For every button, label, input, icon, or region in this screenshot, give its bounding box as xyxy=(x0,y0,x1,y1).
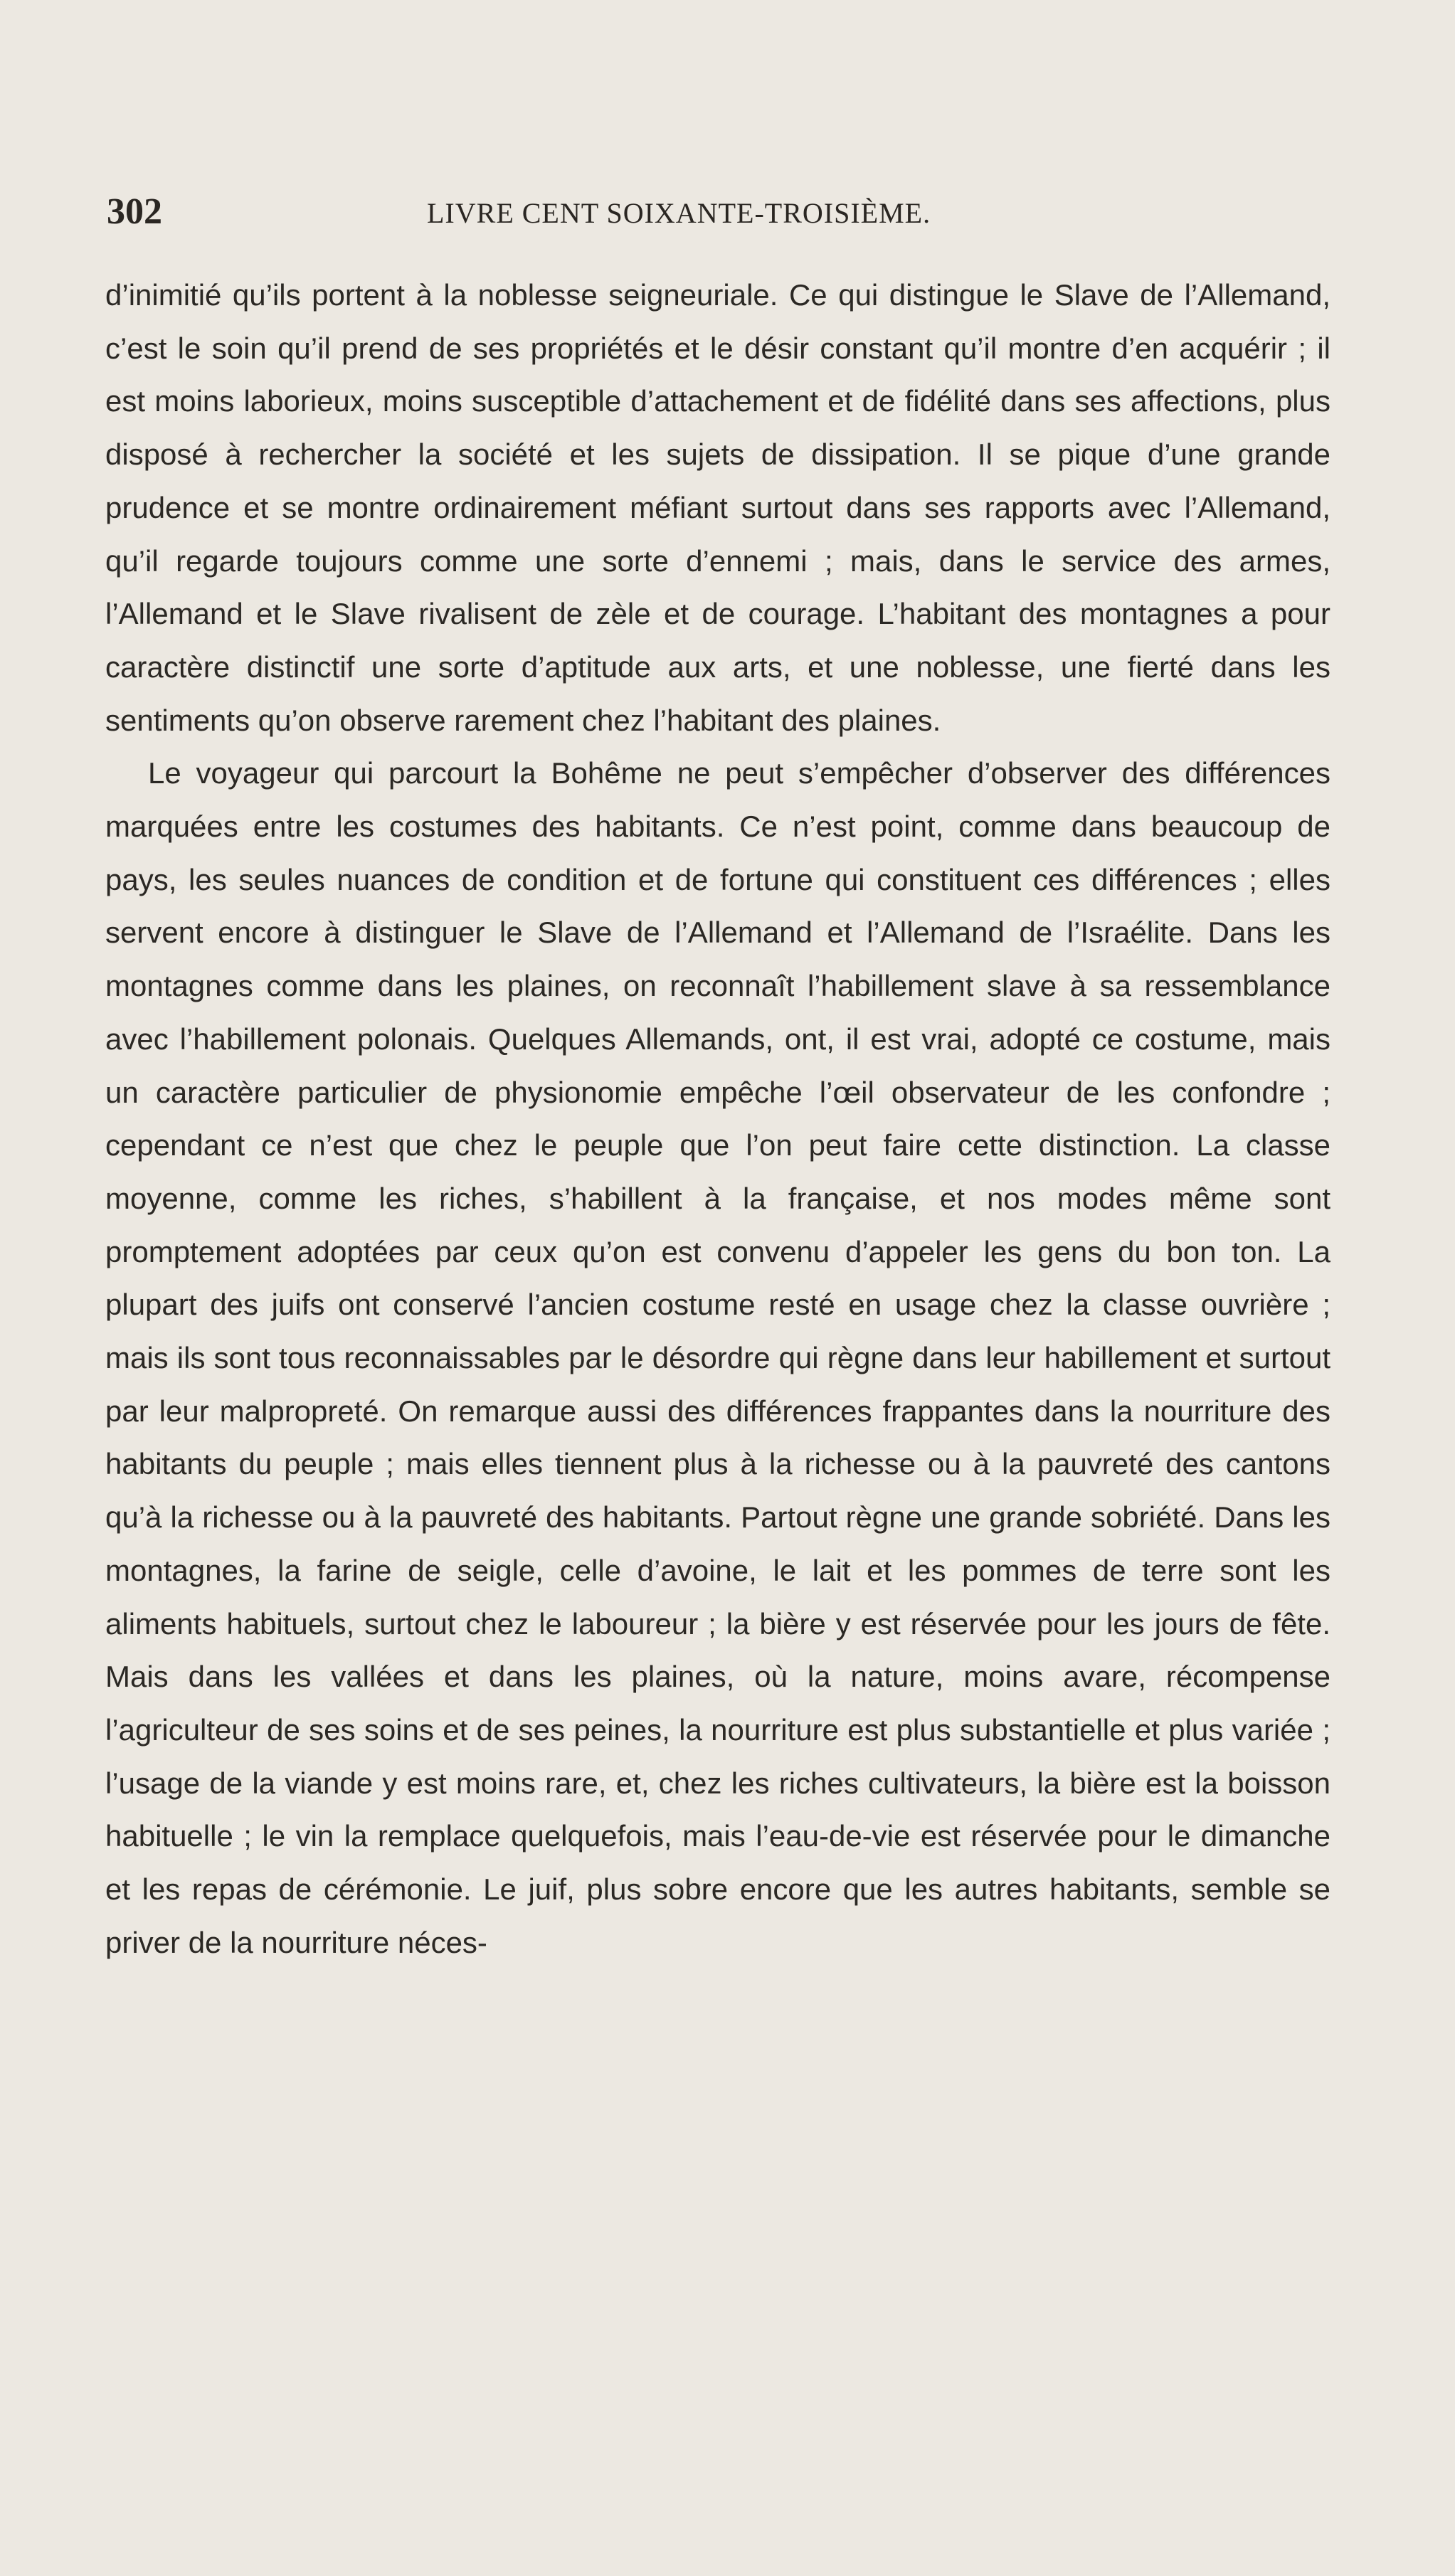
paragraph: Le voyageur qui parcourt la Bohême ne peut s’empêcher d’observer des différences marquées entre les costumes des habitants. Ce n’est point, comme dans beaucoup de pays, les seules nuances de condition et de fortune qui constituent ces différences ; elles servent encore à distinguer le Slave de l’Allemand et l’Allemand de l’Israélite. Dans les montagnes comme dans les plaines, on reconnaît l’habillement slave à sa ressemblance avec l’habillement polonais. Quelques Allemands, ont, il est vrai, adopté ce costume, mais un caractère particulier de physionomie empêche l’œil observateur de les confondre ; cependant ce n’est que chez le peuple que l’on peut faire cette distinction. La classe moyenne, comme les riches, s’habillent à la française, et nos modes même sont promptement adoptées par ceux qu’on est convenu d’appeler les gens du bon ton. La plupart des juifs ont conservé l’ancien costume resté en usage chez la classe ouvrière ; mais ils sont tous reconnaissables par le désordre qui règne dans leur habillement et surtout par leur malpropreté. On remarque aussi des différences frappantes dans la nourriture des habitants du peuple ; mais elles tiennent plus à la richesse ou à la pauvreté des cantons qu’à la richesse ou à la pauvreté des habitants. Partout règne une grande sobriété. Dans les montagnes, la farine de seigle, celle d’avoine, le lait et les pommes de terre sont les aliments habituels, surtout chez le laboureur ; la bière y est réservée pour les jours de fête. Mais dans les vallées et dans les plaines, où la nature, moins avare, récompense l’agriculteur de ses soins et de ses peines, la nourriture est plus substantielle et plus variée ; l’usage de la viande y est moins rare, et, chez les riches cultivateurs, la bière est la boisson habituelle ; le vin la remplace quelquefois, mais l’eau-de-vie est réservée pour le dimanche et les repas de cérémonie. Le juif, plus sobre encore que les autres habitants, semble se priver de la nourriture néces- xyxy=(105,756,1330,1959)
running-head: LIVRE CENT SOIXANTE-TROISIÈME. xyxy=(427,197,931,229)
page-number: 302 xyxy=(107,191,162,232)
body-text xyxy=(105,269,1330,1970)
paragraph: d’inimitié qu’ils portent à la noblesse seigneuriale. Ce qui distingue le Slave de l’Allemand, c’est le soin qu’il prend de ses propriétés et le désir constant qu’il montre d’en acquérir ; il est moins laborieux, moins susceptible d’attachement et de fidélité dans ses affections, plus disposé à rechercher la société et les sujets de dissipation. Il se pique d’une grande prudence et se montre ordinairement méfiant surtout dans ses rapports avec l’Allemand, qu’il regarde toujours comme une sorte d’ennemi ; mais, dans le service des armes, l’Allemand et le Slave rivalisent de zèle et de courage. L’habitant des montagnes a pour caractère distinctif une sorte d’aptitude aux arts, et une noblesse, une fierté dans les sentiments qu’on observe rarement chez l’habitant des plaines. xyxy=(105,278,1330,737)
page-header xyxy=(107,191,1316,240)
